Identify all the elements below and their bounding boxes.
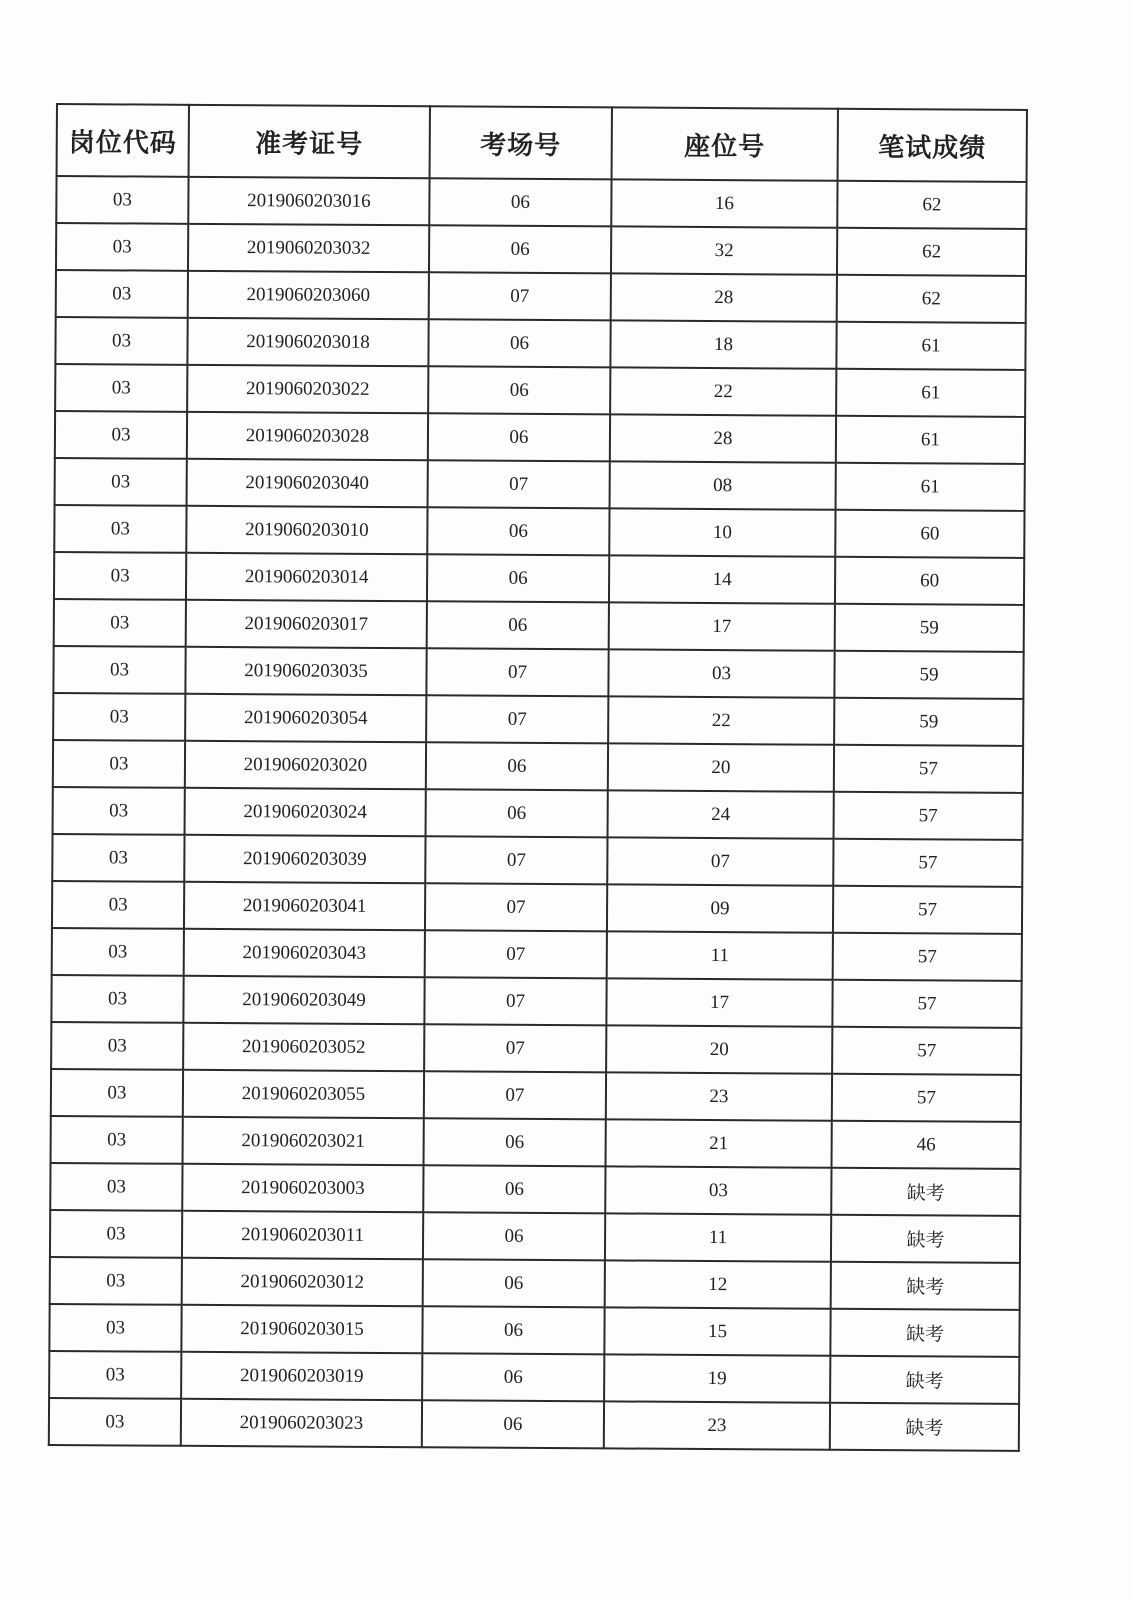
table-row [55, 458, 1025, 511]
cell-seat-number: 28 [610, 414, 836, 462]
cell-seat-number: 14 [609, 555, 835, 603]
cell-admission-ticket: 2019060203039 [184, 835, 425, 883]
table-row [50, 1257, 1020, 1310]
table-row [52, 881, 1022, 934]
cell-seat-number: 23 [606, 1072, 832, 1120]
table-row [56, 176, 1026, 229]
cell-exam-room: 07 [426, 695, 608, 743]
cell-position-code: 03 [56, 176, 188, 224]
cell-exam-room: 06 [427, 554, 609, 602]
table-row [50, 1210, 1020, 1263]
cell-position-code: 03 [49, 1304, 181, 1352]
table-row [55, 364, 1025, 417]
cell-position-code: 03 [51, 1116, 183, 1164]
cell-exam-room: 06 [427, 507, 609, 555]
cell-seat-number: 20 [606, 1025, 832, 1073]
cell-seat-number: 20 [608, 743, 834, 791]
cell-seat-number: 12 [605, 1260, 831, 1308]
cell-exam-room: 06 [424, 1118, 606, 1166]
cell-admission-ticket: 2019060203019 [181, 1352, 422, 1400]
cell-seat-number: 03 [608, 649, 834, 697]
cell-written-score: 62 [837, 228, 1026, 276]
cell-written-score: 61 [836, 322, 1025, 370]
cell-seat-number: 18 [610, 320, 836, 368]
cell-admission-ticket: 2019060203016 [188, 177, 429, 225]
cell-admission-ticket: 2019060203023 [181, 1399, 422, 1447]
cell-written-score: 59 [834, 651, 1023, 699]
cell-admission-ticket: 2019060203014 [186, 553, 427, 601]
cell-seat-number: 09 [607, 884, 833, 932]
cell-position-code: 03 [52, 834, 184, 882]
cell-exam-room: 06 [422, 1353, 604, 1401]
cell-admission-ticket: 2019060203011 [182, 1211, 423, 1259]
cell-written-score: 57 [832, 980, 1021, 1028]
header-admission-ticket: 准考证号 [189, 105, 430, 178]
cell-written-score: 缺考 [831, 1215, 1020, 1263]
table-row [52, 928, 1022, 981]
cell-exam-room: 06 [429, 225, 611, 273]
cell-exam-room: 06 [426, 789, 608, 837]
cell-admission-ticket: 2019060203024 [185, 788, 426, 836]
cell-position-code: 03 [49, 1351, 181, 1399]
table-row [54, 599, 1024, 652]
cell-seat-number: 08 [610, 461, 836, 509]
cell-exam-room: 07 [424, 1071, 606, 1119]
cell-admission-ticket: 2019060203040 [187, 459, 428, 507]
cell-position-code: 03 [55, 458, 187, 506]
cell-position-code: 03 [51, 1069, 183, 1117]
cell-admission-ticket: 2019060203012 [182, 1258, 423, 1306]
cell-seat-number: 03 [605, 1166, 831, 1214]
cell-written-score: 60 [835, 510, 1024, 558]
cell-seat-number: 28 [611, 273, 837, 321]
cell-position-code: 03 [54, 552, 186, 600]
cell-seat-number: 11 [605, 1213, 831, 1261]
cell-admission-ticket: 2019060203022 [187, 365, 428, 413]
cell-admission-ticket: 2019060203028 [187, 412, 428, 460]
cell-admission-ticket: 2019060203052 [183, 1023, 424, 1071]
cell-written-score: 57 [833, 933, 1022, 981]
table-row [49, 1351, 1019, 1404]
cell-exam-room: 07 [426, 648, 608, 696]
cell-exam-room: 07 [425, 883, 607, 931]
cell-admission-ticket: 2019060203054 [185, 694, 426, 742]
cell-written-score: 57 [834, 745, 1023, 793]
cell-written-score: 46 [832, 1121, 1021, 1169]
cell-written-score: 61 [836, 416, 1025, 464]
cell-seat-number: 24 [608, 790, 834, 838]
cell-exam-room: 06 [428, 366, 610, 414]
cell-admission-ticket: 2019060203049 [183, 976, 424, 1024]
cell-admission-ticket: 2019060203010 [186, 506, 427, 554]
table-row [50, 1163, 1020, 1216]
cell-position-code: 03 [53, 693, 185, 741]
cell-exam-room: 06 [426, 742, 608, 790]
table-header-row [57, 104, 1027, 182]
cell-admission-ticket: 2019060203003 [182, 1164, 423, 1212]
cell-position-code: 03 [53, 787, 185, 835]
table-row [49, 1304, 1019, 1357]
cell-written-score: 57 [833, 886, 1022, 934]
table-row [52, 834, 1022, 887]
cell-exam-room: 06 [429, 178, 611, 226]
cell-written-score: 缺考 [830, 1356, 1019, 1404]
table-row [56, 270, 1026, 323]
cell-position-code: 03 [52, 881, 184, 929]
cell-seat-number: 22 [610, 367, 836, 415]
cell-admission-ticket: 2019060203055 [183, 1070, 424, 1118]
cell-seat-number: 17 [609, 602, 835, 650]
cell-written-score: 59 [834, 698, 1023, 746]
cell-exam-room: 07 [429, 272, 611, 320]
cell-admission-ticket: 2019060203043 [184, 929, 425, 977]
cell-admission-ticket: 2019060203021 [183, 1117, 424, 1165]
cell-exam-room: 07 [425, 836, 607, 884]
cell-position-code: 03 [53, 740, 185, 788]
table-row [54, 552, 1024, 605]
cell-position-code: 03 [55, 411, 187, 459]
cell-seat-number: 15 [604, 1307, 830, 1355]
cell-written-score: 缺考 [831, 1262, 1020, 1310]
cell-position-code: 03 [50, 1257, 182, 1305]
cell-seat-number: 32 [611, 226, 837, 274]
cell-exam-room: 06 [428, 413, 610, 461]
cell-position-code: 03 [53, 646, 185, 694]
cell-seat-number: 07 [607, 837, 833, 885]
cell-position-code: 03 [49, 1398, 181, 1446]
cell-written-score: 缺考 [830, 1309, 1019, 1357]
cell-position-code: 03 [52, 928, 184, 976]
table-row [51, 1069, 1021, 1122]
cell-admission-ticket: 2019060203020 [185, 741, 426, 789]
cell-position-code: 03 [54, 505, 186, 553]
cell-exam-room: 07 [424, 977, 606, 1025]
cell-admission-ticket: 2019060203060 [188, 271, 429, 319]
cell-written-score: 61 [836, 369, 1025, 417]
cell-written-score: 61 [836, 463, 1025, 511]
cell-written-score: 62 [837, 181, 1026, 229]
cell-written-score: 57 [832, 1074, 1021, 1122]
cell-seat-number: 17 [606, 978, 832, 1026]
cell-exam-room: 06 [423, 1165, 605, 1213]
header-seat-number: 座位号 [612, 107, 838, 180]
cell-exam-room: 06 [428, 319, 610, 367]
cell-exam-room: 06 [423, 1212, 605, 1260]
cell-written-score: 59 [835, 604, 1024, 652]
cell-written-score: 60 [835, 557, 1024, 605]
cell-admission-ticket: 2019060203015 [181, 1305, 422, 1353]
cell-seat-number: 22 [608, 696, 834, 744]
header-written-score: 笔试成绩 [838, 109, 1027, 182]
cell-position-code: 03 [56, 223, 188, 271]
table-row [53, 787, 1023, 840]
cell-position-code: 03 [55, 317, 187, 365]
header-exam-room: 考场号 [430, 106, 612, 179]
header-position-code: 岗位代码 [57, 104, 189, 177]
table-row [53, 740, 1023, 793]
cell-admission-ticket: 2019060203041 [184, 882, 425, 930]
table-row [53, 693, 1023, 746]
cell-seat-number: 19 [604, 1354, 830, 1402]
cell-exam-room: 07 [428, 460, 610, 508]
table-row [55, 317, 1025, 370]
table-row [56, 223, 1026, 276]
table-row [53, 646, 1023, 699]
cell-exam-room: 06 [427, 601, 609, 649]
cell-position-code: 03 [54, 599, 186, 647]
table-row [51, 975, 1021, 1028]
cell-written-score: 57 [833, 839, 1022, 887]
cell-position-code: 03 [55, 364, 187, 412]
table-row [51, 1022, 1021, 1075]
cell-written-score: 缺考 [830, 1403, 1019, 1451]
table-row [54, 505, 1024, 558]
cell-seat-number: 11 [607, 931, 833, 979]
cell-exam-room: 07 [425, 930, 607, 978]
cell-exam-room: 06 [422, 1306, 604, 1354]
cell-position-code: 03 [50, 1163, 182, 1211]
cell-written-score: 57 [832, 1027, 1021, 1075]
cell-seat-number: 23 [604, 1401, 830, 1449]
table-row [51, 1116, 1021, 1169]
cell-seat-number: 21 [606, 1119, 832, 1167]
cell-position-code: 03 [56, 270, 188, 318]
cell-admission-ticket: 2019060203032 [188, 224, 429, 272]
cell-exam-room: 06 [422, 1400, 604, 1448]
score-table [48, 103, 1028, 1452]
cell-admission-ticket: 2019060203017 [186, 600, 427, 648]
table-row [55, 411, 1025, 464]
cell-admission-ticket: 2019060203018 [187, 318, 428, 366]
cell-written-score: 缺考 [831, 1168, 1020, 1216]
cell-position-code: 03 [51, 975, 183, 1023]
cell-position-code: 03 [51, 1022, 183, 1070]
cell-seat-number: 16 [611, 179, 837, 227]
table-body [49, 176, 1027, 1451]
cell-exam-room: 07 [424, 1024, 606, 1072]
cell-written-score: 62 [837, 275, 1026, 323]
cell-written-score: 57 [834, 792, 1023, 840]
cell-seat-number: 10 [609, 508, 835, 556]
cell-position-code: 03 [50, 1210, 182, 1258]
cell-admission-ticket: 2019060203035 [185, 647, 426, 695]
cell-exam-room: 06 [423, 1259, 605, 1307]
table-row [49, 1398, 1019, 1451]
